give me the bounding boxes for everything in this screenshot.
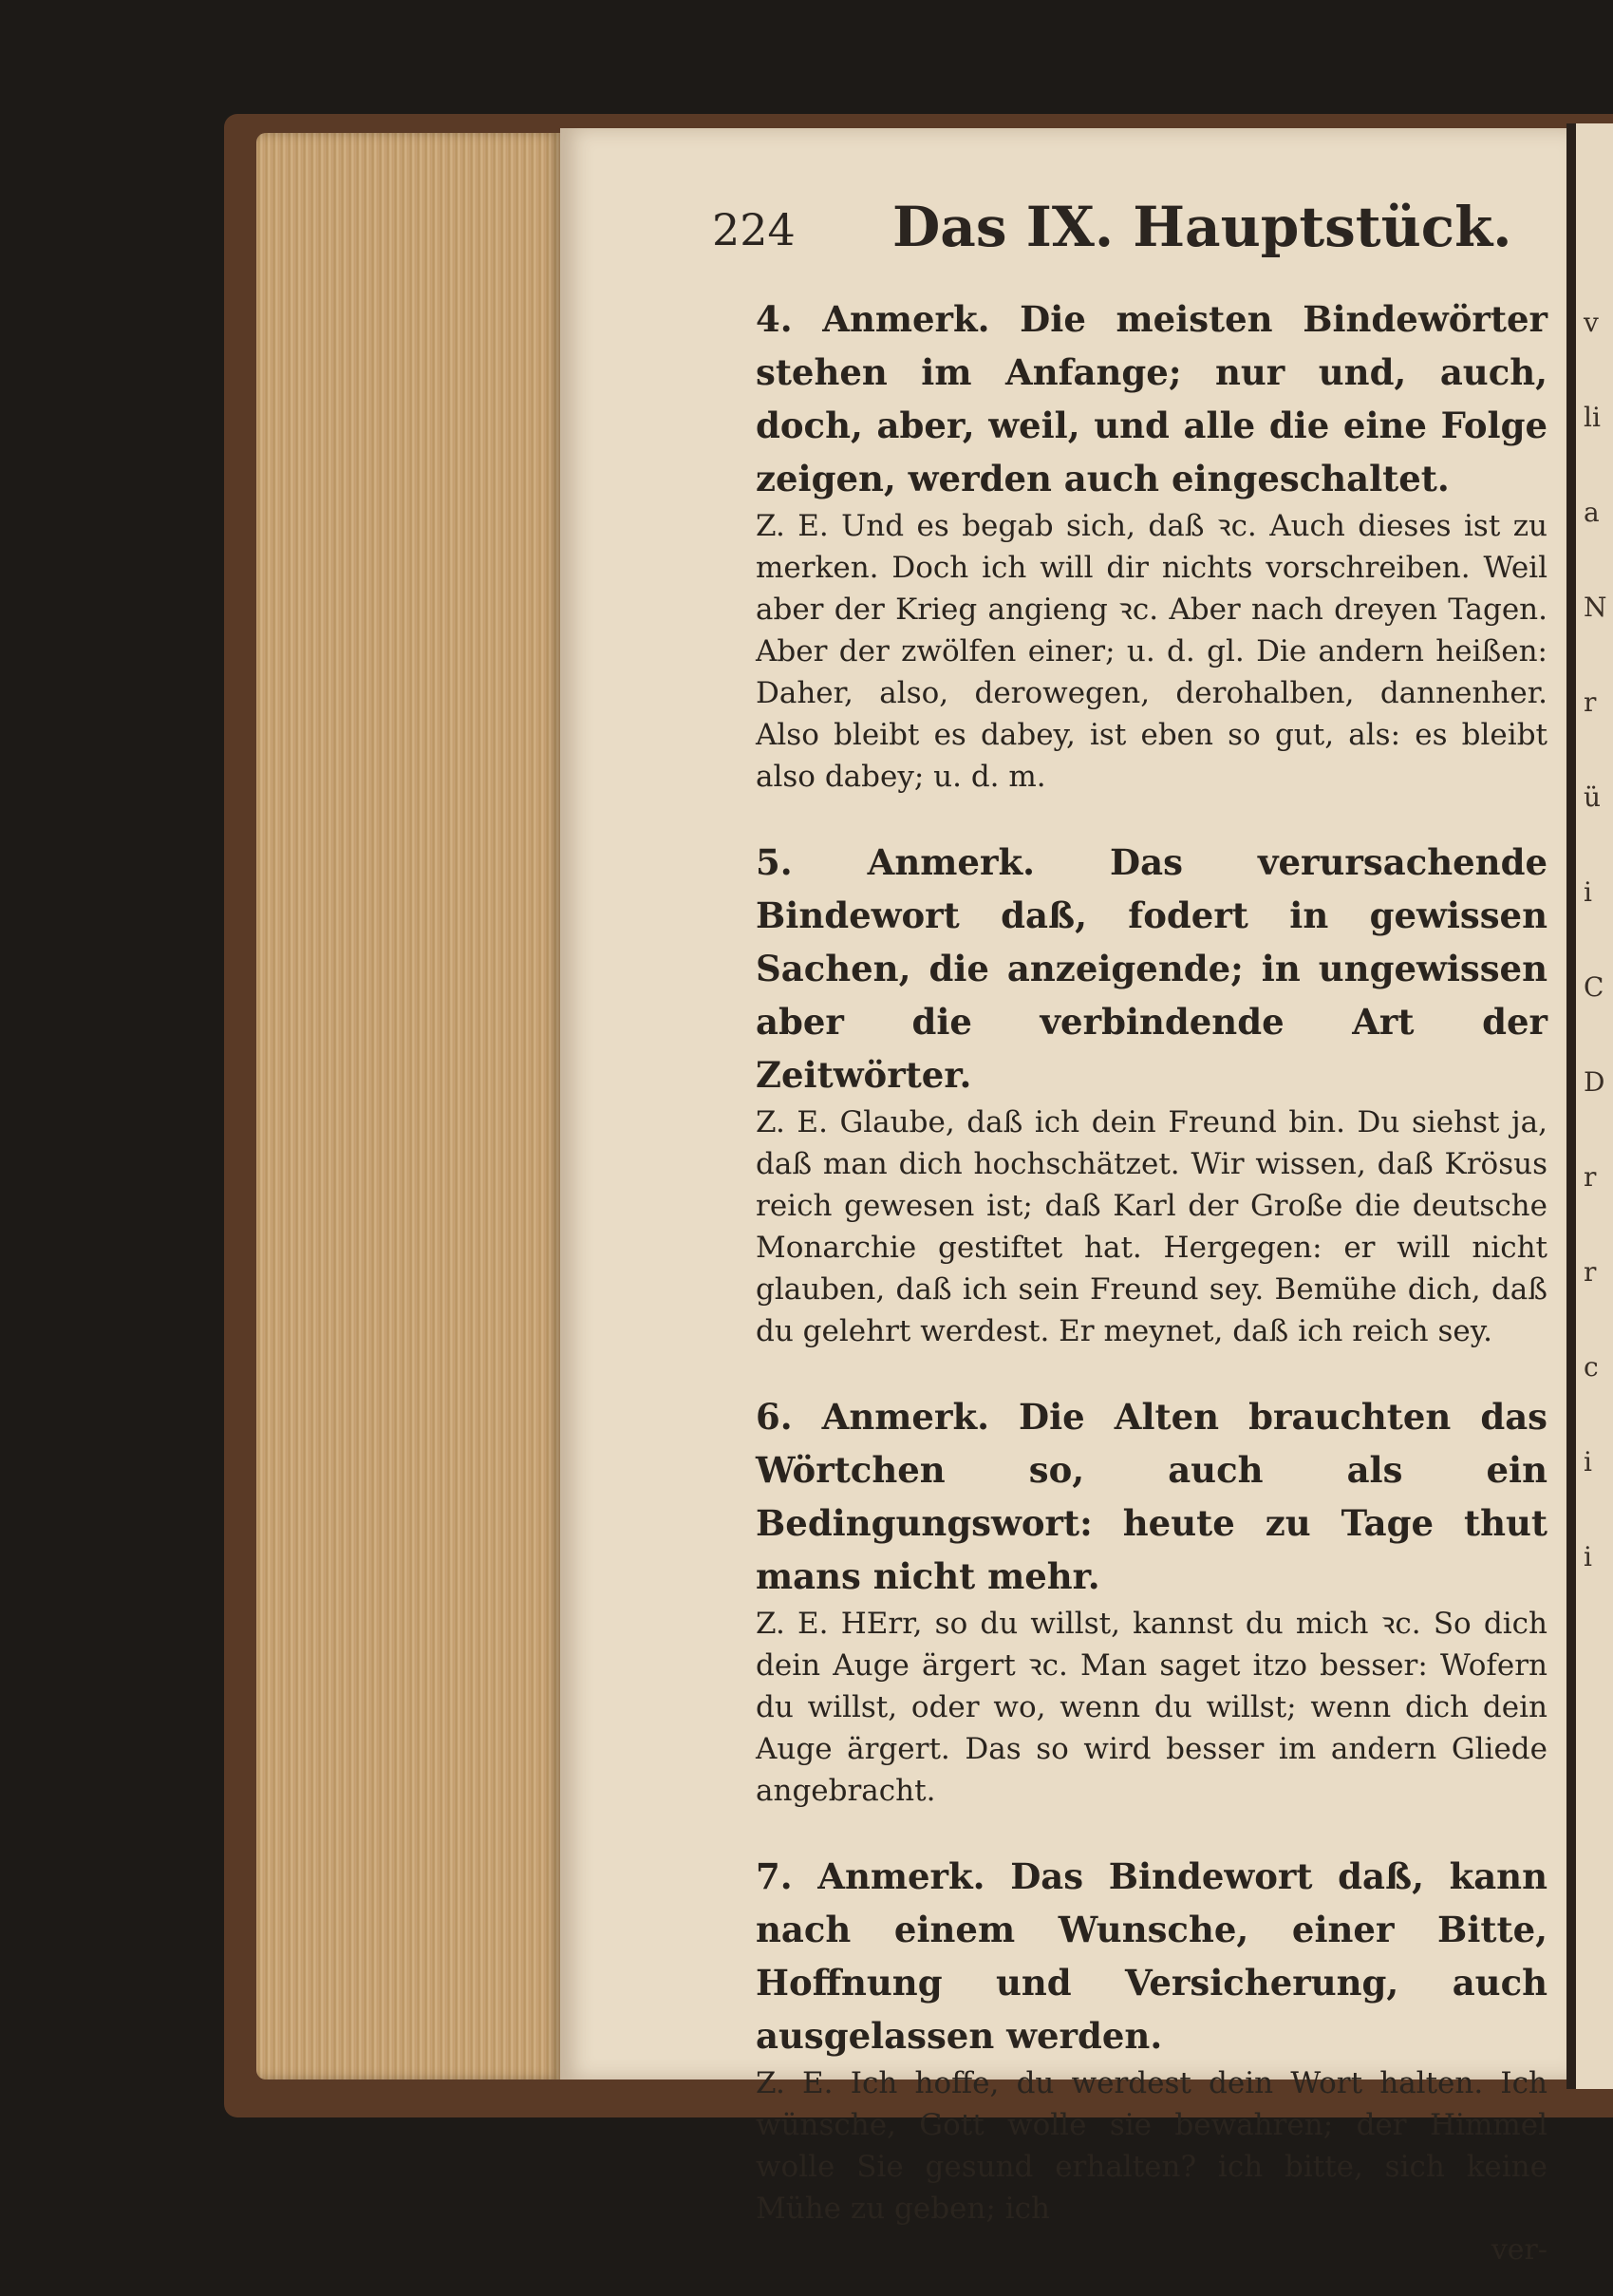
example-block: [710, 1603, 1547, 1812]
section-7: [710, 1850, 1547, 2269]
right-page-fragments: [1584, 294, 1612, 1586]
margin-fragment: r: [1584, 1256, 1597, 1288]
section-6: [710, 1390, 1547, 1812]
margin-fragment: c: [1584, 1351, 1599, 1383]
book-gutter: [1566, 123, 1576, 2089]
margin-fragment: i: [1584, 876, 1592, 908]
margin-fragment: N: [1584, 592, 1607, 623]
section-4: [710, 292, 1547, 798]
section-5: [710, 836, 1547, 1352]
note-text: 6. Anmerk. Die Alten brauchten das Wörtchen so, auch als ein Bedingungswort: heute zu Tage thut mans nicht mehr.: [756, 1396, 1547, 1597]
example-block: [710, 1101, 1547, 1352]
note-text: 5. Anmerk. Das verursachende Bindewort daß, fodert in gewissen Sachen, die anzeigende; in ungewissen aber die verbindende Art der Zeitwörter.: [756, 841, 1547, 1096]
example-text: Z. E. Ich hoffe, du werdest dein Wort halten. Ich wünsche, Gott wolle sie bewahren; der Himmel wolle Sie gesund erhalten? ich bitte, sich keine Mühe zu geben; ich: [756, 2066, 1547, 2226]
page-edges: [256, 133, 560, 2080]
page-body: [710, 285, 1547, 2296]
catchword: ver-: [1491, 2233, 1547, 2267]
margin-fragment: v: [1584, 307, 1599, 338]
margin-fragment: r: [1584, 1161, 1597, 1193]
example-text: Z. E. Und es begab sich, daß ꝛc. Auch dieses ist zu merken. Doch ich will dir nichts vorschreiben. Weil aber der Krieg angieng ꝛc. Aber nach dreyen Tagen. Aber der zwölfen einer; u. d. gl. Die andern heißen: Daher, also, derowegen, derohalben, dannenher. Also bleibt es dabey, ist eben so gut, als: es bleibt also dabey; u. d. m.: [756, 509, 1547, 794]
margin-fragment: ü: [1584, 781, 1602, 813]
page-header: [712, 195, 1547, 271]
annotation-note: [710, 1390, 1547, 1603]
margin-fragment: r: [1584, 687, 1597, 718]
example-block: [710, 2062, 1547, 2230]
annotation-note: [710, 1850, 1547, 2062]
margin-fragment: D: [1584, 1066, 1605, 1098]
example-text: Z. E. HErr, so du willst, kannst du mich ꝛc. So dich dein Auge ärgert ꝛc. Man saget itzo besser: Wofern du willst, oder wo, wenn du willst; wenn dich dein Auge ärgert. Das so wird besser im andern Gliede angebracht.: [756, 1607, 1547, 1808]
note-text: 7. Anmerk. Das Bindewort daß, kann nach einem Wunsche, einer Bitte, Hoffnung und Versicherung, auch ausgelassen werden.: [756, 1855, 1547, 2057]
annotation-note: [710, 292, 1547, 505]
annotation-note: [710, 836, 1547, 1101]
page-number: 224: [712, 204, 796, 255]
margin-fragment: i: [1584, 1541, 1592, 1572]
margin-fragment: li: [1584, 402, 1601, 433]
margin-fragment: C: [1584, 971, 1604, 1003]
example-text: Z. E. Glaube, daß ich dein Freund bin. Du siehst ja, daß man dich hochschätzet. Wir wissen, daß Krösus reich gewesen ist; daß Karl der Große die deutsche Monarchie gestiftet hat. Hergegen: er will nicht glauben, daß ich sein Freund sey. Bemühe dich, daß du gelehrt werdest. Er meynet, daß ich reich sey.: [756, 1105, 1547, 1348]
margin-fragment: i: [1584, 1446, 1592, 1477]
note-text: 4. Anmerk. Die meisten Bindewörter stehen im Anfange; nur und, auch, doch, aber, weil, und alle die eine Folge zeigen, werden auch eingeschaltet.: [756, 298, 1547, 499]
running-head: Das IX. Hauptstück.: [892, 195, 1512, 259]
margin-fragment: a: [1584, 497, 1600, 528]
example-block: [710, 505, 1547, 798]
